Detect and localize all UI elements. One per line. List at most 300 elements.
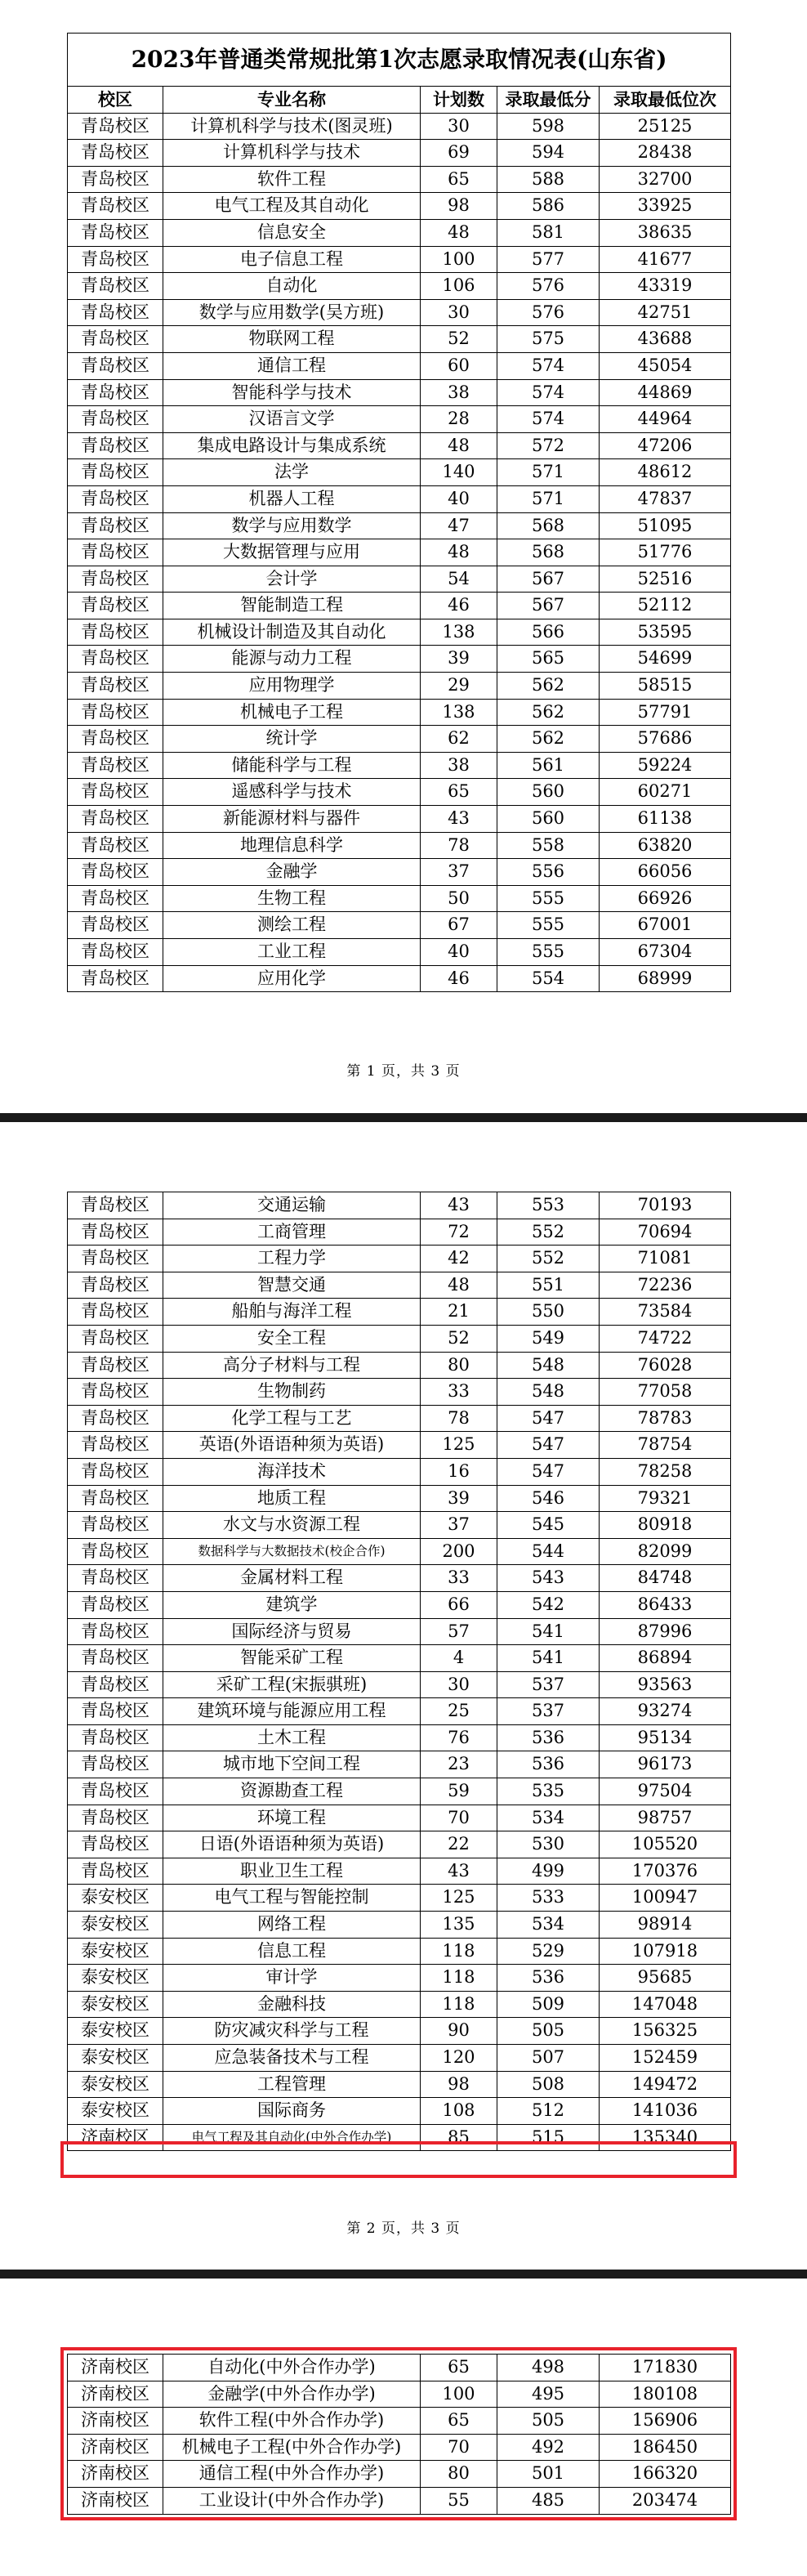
min-rank-cell: 86894 bbox=[600, 1645, 731, 1672]
major-cell: 信息工程 bbox=[163, 1938, 421, 1965]
table-row bbox=[68, 885, 731, 912]
min-score-cell: 501 bbox=[497, 2461, 600, 2488]
min-score-cell: 545 bbox=[497, 1512, 600, 1539]
min-score-cell: 533 bbox=[497, 1885, 600, 1912]
page-separator bbox=[0, 1113, 807, 1122]
major-cell: 应用物理学 bbox=[163, 673, 421, 700]
table-row bbox=[68, 193, 731, 220]
major-cell: 电气工程及其自动化 bbox=[163, 193, 421, 220]
min-rank-cell: 98757 bbox=[600, 1805, 731, 1831]
min-score-cell: 560 bbox=[497, 806, 600, 833]
campus-cell: 泰安校区 bbox=[68, 2045, 163, 2072]
min-rank-cell: 171830 bbox=[600, 2355, 731, 2381]
plan-count-cell: 70 bbox=[421, 2434, 497, 2461]
campus-cell: 泰安校区 bbox=[68, 2098, 163, 2125]
min-score-cell: 541 bbox=[497, 1645, 600, 1672]
major-cell: 采矿工程(宋振骐班) bbox=[163, 1671, 421, 1698]
min-score-cell: 598 bbox=[497, 113, 600, 140]
campus-cell: 青岛校区 bbox=[68, 806, 163, 833]
table-row bbox=[68, 1805, 731, 1831]
min-rank-cell: 42751 bbox=[600, 299, 731, 326]
major-cell: 地理信息科学 bbox=[163, 832, 421, 859]
min-rank-cell: 66056 bbox=[600, 859, 731, 886]
min-rank-cell: 147048 bbox=[600, 1991, 731, 2018]
major-cell: 建筑学 bbox=[163, 1591, 421, 1618]
plan-count-cell: 48 bbox=[421, 219, 497, 246]
campus-cell: 济南校区 bbox=[68, 2461, 163, 2488]
major-cell: 自动化 bbox=[163, 273, 421, 300]
major-cell: 智能采矿工程 bbox=[163, 1645, 421, 1672]
plan-count-cell: 30 bbox=[421, 113, 497, 140]
min-rank-cell: 57791 bbox=[600, 699, 731, 726]
major-cell: 国际经济与贸易 bbox=[163, 1618, 421, 1645]
major-cell: 数学与应用数学(吴方班) bbox=[163, 299, 421, 326]
plan-count-cell: 67 bbox=[421, 912, 497, 939]
campus-cell: 青岛校区 bbox=[68, 459, 163, 486]
table-row bbox=[68, 1538, 731, 1565]
plan-count-cell: 48 bbox=[421, 432, 497, 459]
min-rank-cell: 78258 bbox=[600, 1458, 731, 1485]
min-score-cell: 552 bbox=[497, 1219, 600, 1246]
min-score-cell: 574 bbox=[497, 352, 600, 379]
min-score-cell: 561 bbox=[497, 752, 600, 779]
min-rank-cell: 54699 bbox=[600, 646, 731, 673]
plan-count-cell: 40 bbox=[421, 939, 497, 966]
campus-cell: 青岛校区 bbox=[68, 1645, 163, 1672]
campus-cell: 泰安校区 bbox=[68, 2018, 163, 2045]
plan-count-cell: 22 bbox=[421, 1831, 497, 1858]
table-row bbox=[68, 166, 731, 193]
column-header: 录取最低位次 bbox=[600, 87, 731, 114]
table-row bbox=[68, 406, 731, 433]
min-rank-cell: 66926 bbox=[600, 885, 731, 912]
min-score-cell: 567 bbox=[497, 593, 600, 619]
table-row bbox=[68, 1272, 731, 1299]
campus-cell: 青岛校区 bbox=[68, 326, 163, 353]
major-cell: 国际商务 bbox=[163, 2098, 421, 2125]
campus-cell: 济南校区 bbox=[68, 2408, 163, 2435]
min-rank-cell: 95134 bbox=[600, 1724, 731, 1751]
table-row bbox=[68, 1458, 731, 1485]
min-score-cell: 548 bbox=[497, 1379, 600, 1406]
plan-count-cell: 57 bbox=[421, 1618, 497, 1645]
admission-table-page-1 bbox=[67, 33, 731, 992]
min-score-cell: 498 bbox=[497, 2355, 600, 2381]
min-score-cell: 534 bbox=[497, 1912, 600, 1939]
table-row bbox=[68, 379, 731, 406]
min-score-cell: 492 bbox=[497, 2434, 600, 2461]
campus-cell: 济南校区 bbox=[68, 2355, 163, 2381]
min-rank-cell: 170376 bbox=[600, 1858, 731, 1885]
major-cell: 测绘工程 bbox=[163, 912, 421, 939]
plan-count-cell: 80 bbox=[421, 1352, 497, 1379]
min-rank-cell: 135340 bbox=[600, 2124, 731, 2151]
table-row bbox=[68, 326, 731, 353]
plan-count-cell: 59 bbox=[421, 1778, 497, 1805]
plan-count-cell: 23 bbox=[421, 1751, 497, 1778]
table-row bbox=[68, 1671, 731, 1698]
major-cell: 智能科学与技术 bbox=[163, 379, 421, 406]
plan-count-cell: 48 bbox=[421, 1272, 497, 1299]
plan-count-cell: 80 bbox=[421, 2461, 497, 2488]
major-cell: 电子信息工程 bbox=[163, 246, 421, 273]
min-rank-cell: 80918 bbox=[600, 1512, 731, 1539]
table-row bbox=[68, 539, 731, 566]
min-rank-cell: 51095 bbox=[600, 512, 731, 539]
campus-cell: 青岛校区 bbox=[68, 1485, 163, 1512]
major-cell: 汉语言文学 bbox=[163, 406, 421, 433]
plan-count-cell: 43 bbox=[421, 1192, 497, 1219]
table-row bbox=[68, 1565, 731, 1592]
plan-count-cell: 4 bbox=[421, 1645, 497, 1672]
min-score-cell: 568 bbox=[497, 512, 600, 539]
major-cell: 海洋技术 bbox=[163, 1458, 421, 1485]
min-rank-cell: 60271 bbox=[600, 779, 731, 806]
major-cell: 日语(外语语种须为英语) bbox=[163, 1831, 421, 1858]
min-score-cell: 507 bbox=[497, 2045, 600, 2072]
major-cell: 计算机科学与技术 bbox=[163, 140, 421, 167]
campus-cell: 济南校区 bbox=[68, 2434, 163, 2461]
table-row bbox=[68, 726, 731, 753]
table-row bbox=[68, 1299, 731, 1326]
column-header: 计划数 bbox=[421, 87, 497, 114]
major-cell: 计算机科学与技术(图灵班) bbox=[163, 113, 421, 140]
major-cell: 资源勘查工程 bbox=[163, 1778, 421, 1805]
plan-count-cell: 47 bbox=[421, 512, 497, 539]
major-cell: 金融学 bbox=[163, 859, 421, 886]
campus-cell: 泰安校区 bbox=[68, 1965, 163, 1992]
min-rank-cell: 38635 bbox=[600, 219, 731, 246]
table-row bbox=[68, 1885, 731, 1912]
campus-cell: 青岛校区 bbox=[68, 246, 163, 273]
min-rank-cell: 70193 bbox=[600, 1192, 731, 1219]
min-score-cell: 574 bbox=[497, 379, 600, 406]
major-cell: 建筑环境与能源应用工程 bbox=[163, 1698, 421, 1725]
plan-count-cell: 38 bbox=[421, 379, 497, 406]
major-cell: 信息安全 bbox=[163, 219, 421, 246]
min-rank-cell: 141036 bbox=[600, 2098, 731, 2125]
major-cell: 大数据管理与应用 bbox=[163, 539, 421, 566]
campus-cell: 青岛校区 bbox=[68, 1618, 163, 1645]
min-rank-cell: 70694 bbox=[600, 1219, 731, 1246]
plan-count-cell: 120 bbox=[421, 2045, 497, 2072]
min-rank-cell: 86433 bbox=[600, 1591, 731, 1618]
campus-cell: 青岛校区 bbox=[68, 1325, 163, 1352]
min-score-cell: 499 bbox=[497, 1858, 600, 1885]
min-rank-cell: 45054 bbox=[600, 352, 731, 379]
min-score-cell: 554 bbox=[497, 965, 600, 992]
min-rank-cell: 93274 bbox=[600, 1698, 731, 1725]
admission-table-page-2 bbox=[67, 1192, 731, 2151]
min-rank-cell: 105520 bbox=[600, 1831, 731, 1858]
table-row bbox=[68, 593, 731, 619]
campus-cell: 青岛校区 bbox=[68, 1591, 163, 1618]
table-row bbox=[68, 1698, 731, 1725]
min-rank-cell: 98914 bbox=[600, 1912, 731, 1939]
min-rank-cell: 82099 bbox=[600, 1538, 731, 1565]
min-score-cell: 530 bbox=[497, 1831, 600, 1858]
min-rank-cell: 87996 bbox=[600, 1618, 731, 1645]
table-row bbox=[68, 1618, 731, 1645]
min-rank-cell: 107918 bbox=[600, 1938, 731, 1965]
major-cell: 英语(外语语种须为英语) bbox=[163, 1432, 421, 1459]
page-footer-2: 第 2 页，共 3 页 bbox=[346, 2220, 461, 2237]
min-score-cell: 508 bbox=[497, 2071, 600, 2098]
min-score-cell: 495 bbox=[497, 2381, 600, 2408]
min-score-cell: 549 bbox=[497, 1325, 600, 1352]
page-footer-1: 第 1 页，共 3 页 bbox=[346, 1063, 461, 1080]
major-cell: 化学工程与工艺 bbox=[163, 1405, 421, 1432]
min-rank-cell: 68999 bbox=[600, 965, 731, 992]
table-row bbox=[68, 352, 731, 379]
table-row bbox=[68, 2018, 731, 2045]
major-cell: 电气工程及其自动化(中外合作办学) bbox=[163, 2124, 421, 2151]
min-rank-cell: 51776 bbox=[600, 539, 731, 566]
campus-cell: 青岛校区 bbox=[68, 1538, 163, 1565]
campus-cell: 青岛校区 bbox=[68, 646, 163, 673]
campus-cell: 青岛校区 bbox=[68, 1379, 163, 1406]
table-row bbox=[68, 1246, 731, 1272]
plan-count-cell: 106 bbox=[421, 273, 497, 300]
plan-count-cell: 55 bbox=[421, 2487, 497, 2514]
plan-count-cell: 60 bbox=[421, 352, 497, 379]
major-cell: 高分子材料与工程 bbox=[163, 1352, 421, 1379]
min-score-cell: 543 bbox=[497, 1565, 600, 1592]
campus-cell: 青岛校区 bbox=[68, 566, 163, 593]
major-cell: 环境工程 bbox=[163, 1805, 421, 1831]
min-rank-cell: 76028 bbox=[600, 1352, 731, 1379]
min-rank-cell: 52516 bbox=[600, 566, 731, 593]
table-row bbox=[68, 432, 731, 459]
campus-cell: 青岛校区 bbox=[68, 752, 163, 779]
min-rank-cell: 28438 bbox=[600, 140, 731, 167]
plan-count-cell: 125 bbox=[421, 1432, 497, 1459]
plan-count-cell: 69 bbox=[421, 140, 497, 167]
min-rank-cell: 78754 bbox=[600, 1432, 731, 1459]
min-rank-cell: 73584 bbox=[600, 1299, 731, 1326]
min-score-cell: 556 bbox=[497, 859, 600, 886]
campus-cell: 泰安校区 bbox=[68, 2071, 163, 2098]
campus-cell: 青岛校区 bbox=[68, 726, 163, 753]
min-rank-cell: 77058 bbox=[600, 1379, 731, 1406]
min-score-cell: 594 bbox=[497, 140, 600, 167]
plan-count-cell: 37 bbox=[421, 1512, 497, 1539]
min-score-cell: 548 bbox=[497, 1352, 600, 1379]
min-score-cell: 534 bbox=[497, 1805, 600, 1831]
table-row bbox=[68, 832, 731, 859]
min-score-cell: 555 bbox=[497, 939, 600, 966]
plan-count-cell: 30 bbox=[421, 299, 497, 326]
plan-count-cell: 50 bbox=[421, 885, 497, 912]
min-score-cell: 555 bbox=[497, 912, 600, 939]
major-cell: 地质工程 bbox=[163, 1485, 421, 1512]
major-cell: 防灾减灾科学与工程 bbox=[163, 2018, 421, 2045]
plan-count-cell: 38 bbox=[421, 752, 497, 779]
table-row bbox=[68, 512, 731, 539]
major-cell: 集成电路设计与集成系统 bbox=[163, 432, 421, 459]
table-row bbox=[68, 1591, 731, 1618]
min-rank-cell: 67001 bbox=[600, 912, 731, 939]
plan-count-cell: 135 bbox=[421, 1912, 497, 1939]
campus-cell: 青岛校区 bbox=[68, 1512, 163, 1539]
campus-cell: 青岛校区 bbox=[68, 299, 163, 326]
min-score-cell: 553 bbox=[497, 1192, 600, 1219]
min-score-cell: 537 bbox=[497, 1671, 600, 1698]
min-rank-cell: 57686 bbox=[600, 726, 731, 753]
table-row bbox=[68, 2098, 731, 2125]
campus-cell: 青岛校区 bbox=[68, 140, 163, 167]
header-row bbox=[68, 87, 731, 114]
min-score-cell: 560 bbox=[497, 779, 600, 806]
min-rank-cell: 67304 bbox=[600, 939, 731, 966]
min-rank-cell: 95685 bbox=[600, 1965, 731, 1992]
min-score-cell: 566 bbox=[497, 619, 600, 646]
plan-count-cell: 118 bbox=[421, 1965, 497, 1992]
min-score-cell: 529 bbox=[497, 1938, 600, 1965]
major-cell: 工商管理 bbox=[163, 1219, 421, 1246]
page-separator bbox=[0, 2270, 807, 2279]
major-cell: 遥感科学与技术 bbox=[163, 779, 421, 806]
min-score-cell: 547 bbox=[497, 1405, 600, 1432]
min-score-cell: 515 bbox=[497, 2124, 600, 2151]
plan-count-cell: 29 bbox=[421, 673, 497, 700]
major-cell: 水文与水资源工程 bbox=[163, 1512, 421, 1539]
min-score-cell: 542 bbox=[497, 1591, 600, 1618]
min-score-cell: 551 bbox=[497, 1272, 600, 1299]
campus-cell: 青岛校区 bbox=[68, 273, 163, 300]
plan-count-cell: 33 bbox=[421, 1565, 497, 1592]
min-score-cell: 581 bbox=[497, 219, 600, 246]
min-score-cell: 535 bbox=[497, 1778, 600, 1805]
major-cell: 审计学 bbox=[163, 1965, 421, 1992]
plan-count-cell: 52 bbox=[421, 1325, 497, 1352]
major-cell: 电气工程与智能控制 bbox=[163, 1885, 421, 1912]
campus-cell: 泰安校区 bbox=[68, 1912, 163, 1939]
min-rank-cell: 44869 bbox=[600, 379, 731, 406]
major-cell: 网络工程 bbox=[163, 1912, 421, 1939]
min-score-cell: 536 bbox=[497, 1751, 600, 1778]
min-rank-cell: 180108 bbox=[600, 2381, 731, 2408]
min-score-cell: 568 bbox=[497, 539, 600, 566]
table-row bbox=[68, 485, 731, 512]
campus-cell: 青岛校区 bbox=[68, 406, 163, 433]
plan-count-cell: 39 bbox=[421, 1485, 497, 1512]
campus-cell: 青岛校区 bbox=[68, 699, 163, 726]
campus-cell: 青岛校区 bbox=[68, 1724, 163, 1751]
table-row bbox=[68, 140, 731, 167]
min-rank-cell: 48612 bbox=[600, 459, 731, 486]
major-cell: 土木工程 bbox=[163, 1724, 421, 1751]
column-header: 录取最低分 bbox=[497, 87, 600, 114]
campus-cell: 青岛校区 bbox=[68, 1405, 163, 1432]
campus-cell: 青岛校区 bbox=[68, 1671, 163, 1698]
min-score-cell: 588 bbox=[497, 166, 600, 193]
major-cell: 金融学(中外合作办学) bbox=[163, 2381, 421, 2408]
campus-cell: 青岛校区 bbox=[68, 912, 163, 939]
min-score-cell: 562 bbox=[497, 673, 600, 700]
table-row bbox=[68, 1831, 731, 1858]
plan-count-cell: 37 bbox=[421, 859, 497, 886]
major-cell: 数学与应用数学 bbox=[163, 512, 421, 539]
min-rank-cell: 47206 bbox=[600, 432, 731, 459]
table-row bbox=[68, 1991, 731, 2018]
campus-cell: 济南校区 bbox=[68, 2381, 163, 2408]
plan-count-cell: 52 bbox=[421, 326, 497, 353]
plan-count-cell: 42 bbox=[421, 1246, 497, 1272]
min-score-cell: 577 bbox=[497, 246, 600, 273]
min-rank-cell: 47837 bbox=[600, 485, 731, 512]
table-row bbox=[68, 2071, 731, 2098]
table-row bbox=[68, 1405, 731, 1432]
min-rank-cell: 166320 bbox=[600, 2461, 731, 2488]
major-cell: 工业设计(中外合作办学) bbox=[163, 2487, 421, 2514]
min-rank-cell: 52112 bbox=[600, 593, 731, 619]
major-cell: 通信工程(中外合作办学) bbox=[163, 2461, 421, 2488]
campus-cell: 青岛校区 bbox=[68, 673, 163, 700]
campus-cell: 青岛校区 bbox=[68, 193, 163, 220]
table-row bbox=[68, 1352, 731, 1379]
min-score-cell: 509 bbox=[497, 1991, 600, 2018]
campus-cell: 青岛校区 bbox=[68, 352, 163, 379]
campus-cell: 泰安校区 bbox=[68, 1885, 163, 1912]
campus-cell: 泰安校区 bbox=[68, 1991, 163, 2018]
table-row bbox=[68, 912, 731, 939]
campus-cell: 青岛校区 bbox=[68, 1272, 163, 1299]
plan-count-cell: 138 bbox=[421, 619, 497, 646]
min-score-cell: 547 bbox=[497, 1432, 600, 1459]
min-rank-cell: 100947 bbox=[600, 1885, 731, 1912]
min-rank-cell: 72236 bbox=[600, 1272, 731, 1299]
min-score-cell: 555 bbox=[497, 885, 600, 912]
plan-count-cell: 66 bbox=[421, 1591, 497, 1618]
table-row bbox=[68, 1325, 731, 1352]
table-row bbox=[68, 1751, 731, 1778]
plan-count-cell: 100 bbox=[421, 2381, 497, 2408]
major-cell: 新能源材料与器件 bbox=[163, 806, 421, 833]
plan-count-cell: 100 bbox=[421, 246, 497, 273]
campus-cell: 青岛校区 bbox=[68, 859, 163, 886]
min-rank-cell: 152459 bbox=[600, 2045, 731, 2072]
campus-cell: 青岛校区 bbox=[68, 779, 163, 806]
min-rank-cell: 33925 bbox=[600, 193, 731, 220]
plan-count-cell: 140 bbox=[421, 459, 497, 486]
min-score-cell: 547 bbox=[497, 1458, 600, 1485]
plan-count-cell: 25 bbox=[421, 1698, 497, 1725]
table-row bbox=[68, 273, 731, 300]
table-row bbox=[68, 2045, 731, 2072]
plan-count-cell: 85 bbox=[421, 2124, 497, 2151]
table-row bbox=[68, 1485, 731, 1512]
min-rank-cell: 63820 bbox=[600, 832, 731, 859]
major-cell: 工程力学 bbox=[163, 1246, 421, 1272]
min-rank-cell: 41677 bbox=[600, 246, 731, 273]
plan-count-cell: 70 bbox=[421, 1805, 497, 1831]
table-row bbox=[68, 1778, 731, 1805]
campus-cell: 青岛校区 bbox=[68, 539, 163, 566]
campus-cell: 青岛校区 bbox=[68, 832, 163, 859]
table-row bbox=[68, 859, 731, 886]
plan-count-cell: 62 bbox=[421, 726, 497, 753]
min-score-cell: 485 bbox=[497, 2487, 600, 2514]
min-score-cell: 576 bbox=[497, 273, 600, 300]
major-cell: 金属材料工程 bbox=[163, 1565, 421, 1592]
major-cell: 安全工程 bbox=[163, 1325, 421, 1352]
major-cell: 软件工程(中外合作办学) bbox=[163, 2408, 421, 2435]
campus-cell: 青岛校区 bbox=[68, 939, 163, 966]
min-rank-cell: 79321 bbox=[600, 1485, 731, 1512]
major-cell: 能源与动力工程 bbox=[163, 646, 421, 673]
plan-count-cell: 76 bbox=[421, 1724, 497, 1751]
